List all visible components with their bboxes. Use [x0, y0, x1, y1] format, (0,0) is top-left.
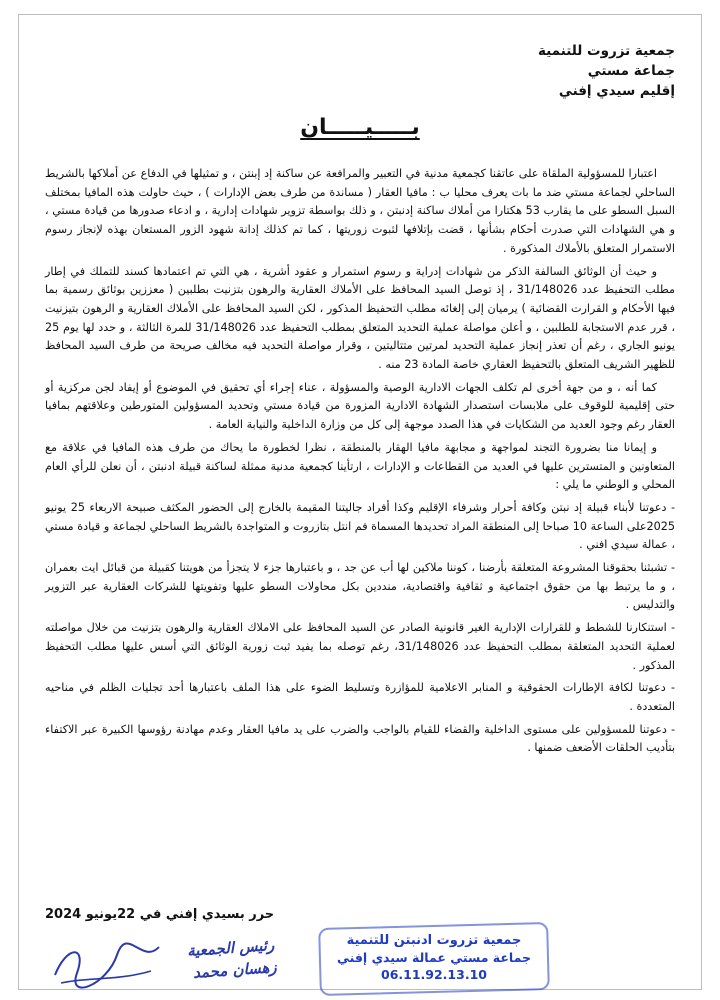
- paragraph-declaration: و إيمانا منا بضرورة التجند لمواجهة و مجابهة مافيا الهقار بالمنطقة ، نظرا لخطورة ما يحاك من طرف هذه المافيا في علاقة مع المتعاونين و المتسترين عليها في العديد من القطاعات و الإدارات ، ارتأينا كجمعية مدنية ممثلة لساكنة قبيلة ادنبتن ، أن نعلن للرأي العام المحلي و الوطني ما يلي :: [45, 440, 675, 492]
- commune-name: جماعة مستي: [587, 63, 675, 79]
- point-land-rights: - تشبثنا بحقوقنا المشروعة المتعلقة بأرضنا ، كوننا ملاكين لها أب عن جد ، و باعتبارها جزء لا يتجزأ من هويتنا كقبيلة من قبائل ايت بعمران ، و ما يرتبط بها من حقوق اجتماعية و ثقافية واقتصادية، منددين بكل محاولات السطو عليها وتفويتها للشركات العقارية عبر التزوير والتدليس .: [45, 561, 675, 612]
- date-line: حرر بسيدي إفني في 22يونيو 2024: [45, 907, 275, 922]
- point-call-media: - دعوتنا لكافة الإطارات الحقوقية و المنابر الاعلامية للمؤازرة وتسليط الضوء على هذا الملف باعتبارها أحد تجليات الظلم في مناحيه المتعددة .: [45, 681, 675, 713]
- stamp-location: جماعة مستي عمالة سيدي إفني: [337, 950, 531, 965]
- signature-title: رئيس الجمعية: [186, 935, 275, 961]
- signature-scribble-icon: [47, 935, 167, 995]
- document-title: بـــــيـــــان: [300, 115, 420, 140]
- paragraph-documents: و حيث أن الوثائق السالفة الذكر من شهادات إدراية و رسوم استمرار و عقود أشرية ، هي التي تم اعتمادها كسند للتملك في إطار مطلب التحفيظ عدد 31/148026 ، إذ توصل السيد المحافظ على الأملاك العقارية والرهون بتزنيت بطلبين ( معززين بوثائق رسمية بما فيها الأحكام و القرارت القضائية ) يرميان إلى إلغائه مطلب التحفيظ المذكور ، لكن السيد المحافظ على الأملاك العقارية و الرهون بتيزنيت ، قرر عدم الاستجابة للطلبين ، و أعلن مواصلة عملية التحديد المتعلق بمطلب التحفيظ عدد 31/148026 للمرة الثالثة ، و حدد لها يوم 25 يونيو الجاري ، رغم أن تعذر إنجاز عملية التحديد لمرتين متتاليتين ، وقرار مواصلة التحديد فيه مخالف صريحة من طرف السيد المحافظ للظهير الشريف المتعلق بالتحفيظ العقاري خاصة المادة 23 منه .: [45, 264, 676, 372]
- president-signature: [47, 933, 317, 993]
- paragraph-administration: كما أنه ، و من جهة أخرى لم تكلف الجهات الادارية الوصية والمسؤولة ، عناء إجراء أي تحقيق في الموضوع أو إيفاد لجن مركزية أو حتى إقليمية للوقوف على ملابسات استصدار الشهادة الادارية المزورة من قيادة مستي وتحديد المسؤولين المتورطين وعلاقتهم بمافيا العقار رغم وجود العديد من الشكايات في هذا الصدد موجهة إلى كل من وزارة الداخلية والنيابة العامة .: [45, 380, 675, 432]
- organization-name: جمعية تزروت للتنمية: [537, 43, 675, 59]
- province-name: إقليم سيدي إفني: [558, 83, 675, 99]
- paragraph-intro: اعتبارا للمسؤولية الملقاة على عاتقنا كجمعية مدنية في التعبير والمرافعة عن ساكنة إد إبنتن ، و تمثيلها في الدفاع عن أملاكها بالشريط الساحلي لجماعة مستي ضد ما بات يعرف محليا ب : مافيا العقار ( مساندة من طرف بعض الإدارات ) ، حيث حاولت هذه المافيا بمختلف السبل السطو على ما يقارب 53 هكتارا من أملاك ساكنة إدنبتن ، و ذلك بواسطة تزوير شهادات إدارية ، و ادعاء صدورها من قيادة مستي ، و هي الشهادات التي صدرت أحكام بشأنها ، قضت بإتلافها لثبوت زوريتها ، كما تم كذلك إدانة شهود الزور المستعان بهذه لإنجاز رسوم الاستمرار المتعلق بالأملاك المذكورة .: [45, 167, 675, 255]
- document-body: [45, 165, 675, 762]
- stamp-border: [318, 922, 550, 996]
- point-call-attendance: - دعوتنا لأبناء قبيلة إد نبتن وكافة أحرار وشرفاء الإقليم وكذا أفراد جاليتنا المقيمة بالخارج إلى الحضور المكثف صبيحة الاربعاء 25 يونيو 2025على الساعة 10 صباحا إلى المنطقة المراد تحديدها المسماة فم انتل بتازروت و المتواجدة بالشريط الساحلي لجماعة و قيادة مستي ، عمالة سيدي افني .: [45, 500, 676, 552]
- point-call-officials: - دعوتنا للمسؤولين على مستوى الداخلية والقضاء للقيام بالواجب والضرب على يد مافيا العقار وعدم مهادنة رؤوسها الكبيرة عبر الاكتفاء بتأديب الحلقات الأضعف ضمنها .: [45, 722, 675, 755]
- letterhead: [538, 41, 675, 101]
- signature-name: زهسان محمد: [192, 958, 278, 982]
- stamp-organization: جمعية تزروت ادنبتن للتنمية: [346, 933, 522, 948]
- document-page: [18, 14, 702, 990]
- association-stamp: [319, 925, 549, 993]
- point-denounce-decisions: - استنكارنا للشطط و للقرارات الإدارية الغير قانونية الصادر عن السيد المحافظ على الاملاك العقارية والرهون بتزنيت من خلال مواصلته لعملية التحديد المتعلقة بمطلب التحفيظ عدد 31/148026، رغم توصله بما يفيد ثبت زورية الوثائق التي أسس عليها مطلب التحفيظ المذكور .: [45, 621, 676, 672]
- stamp-phone: 06.11.92.13.10: [381, 967, 487, 982]
